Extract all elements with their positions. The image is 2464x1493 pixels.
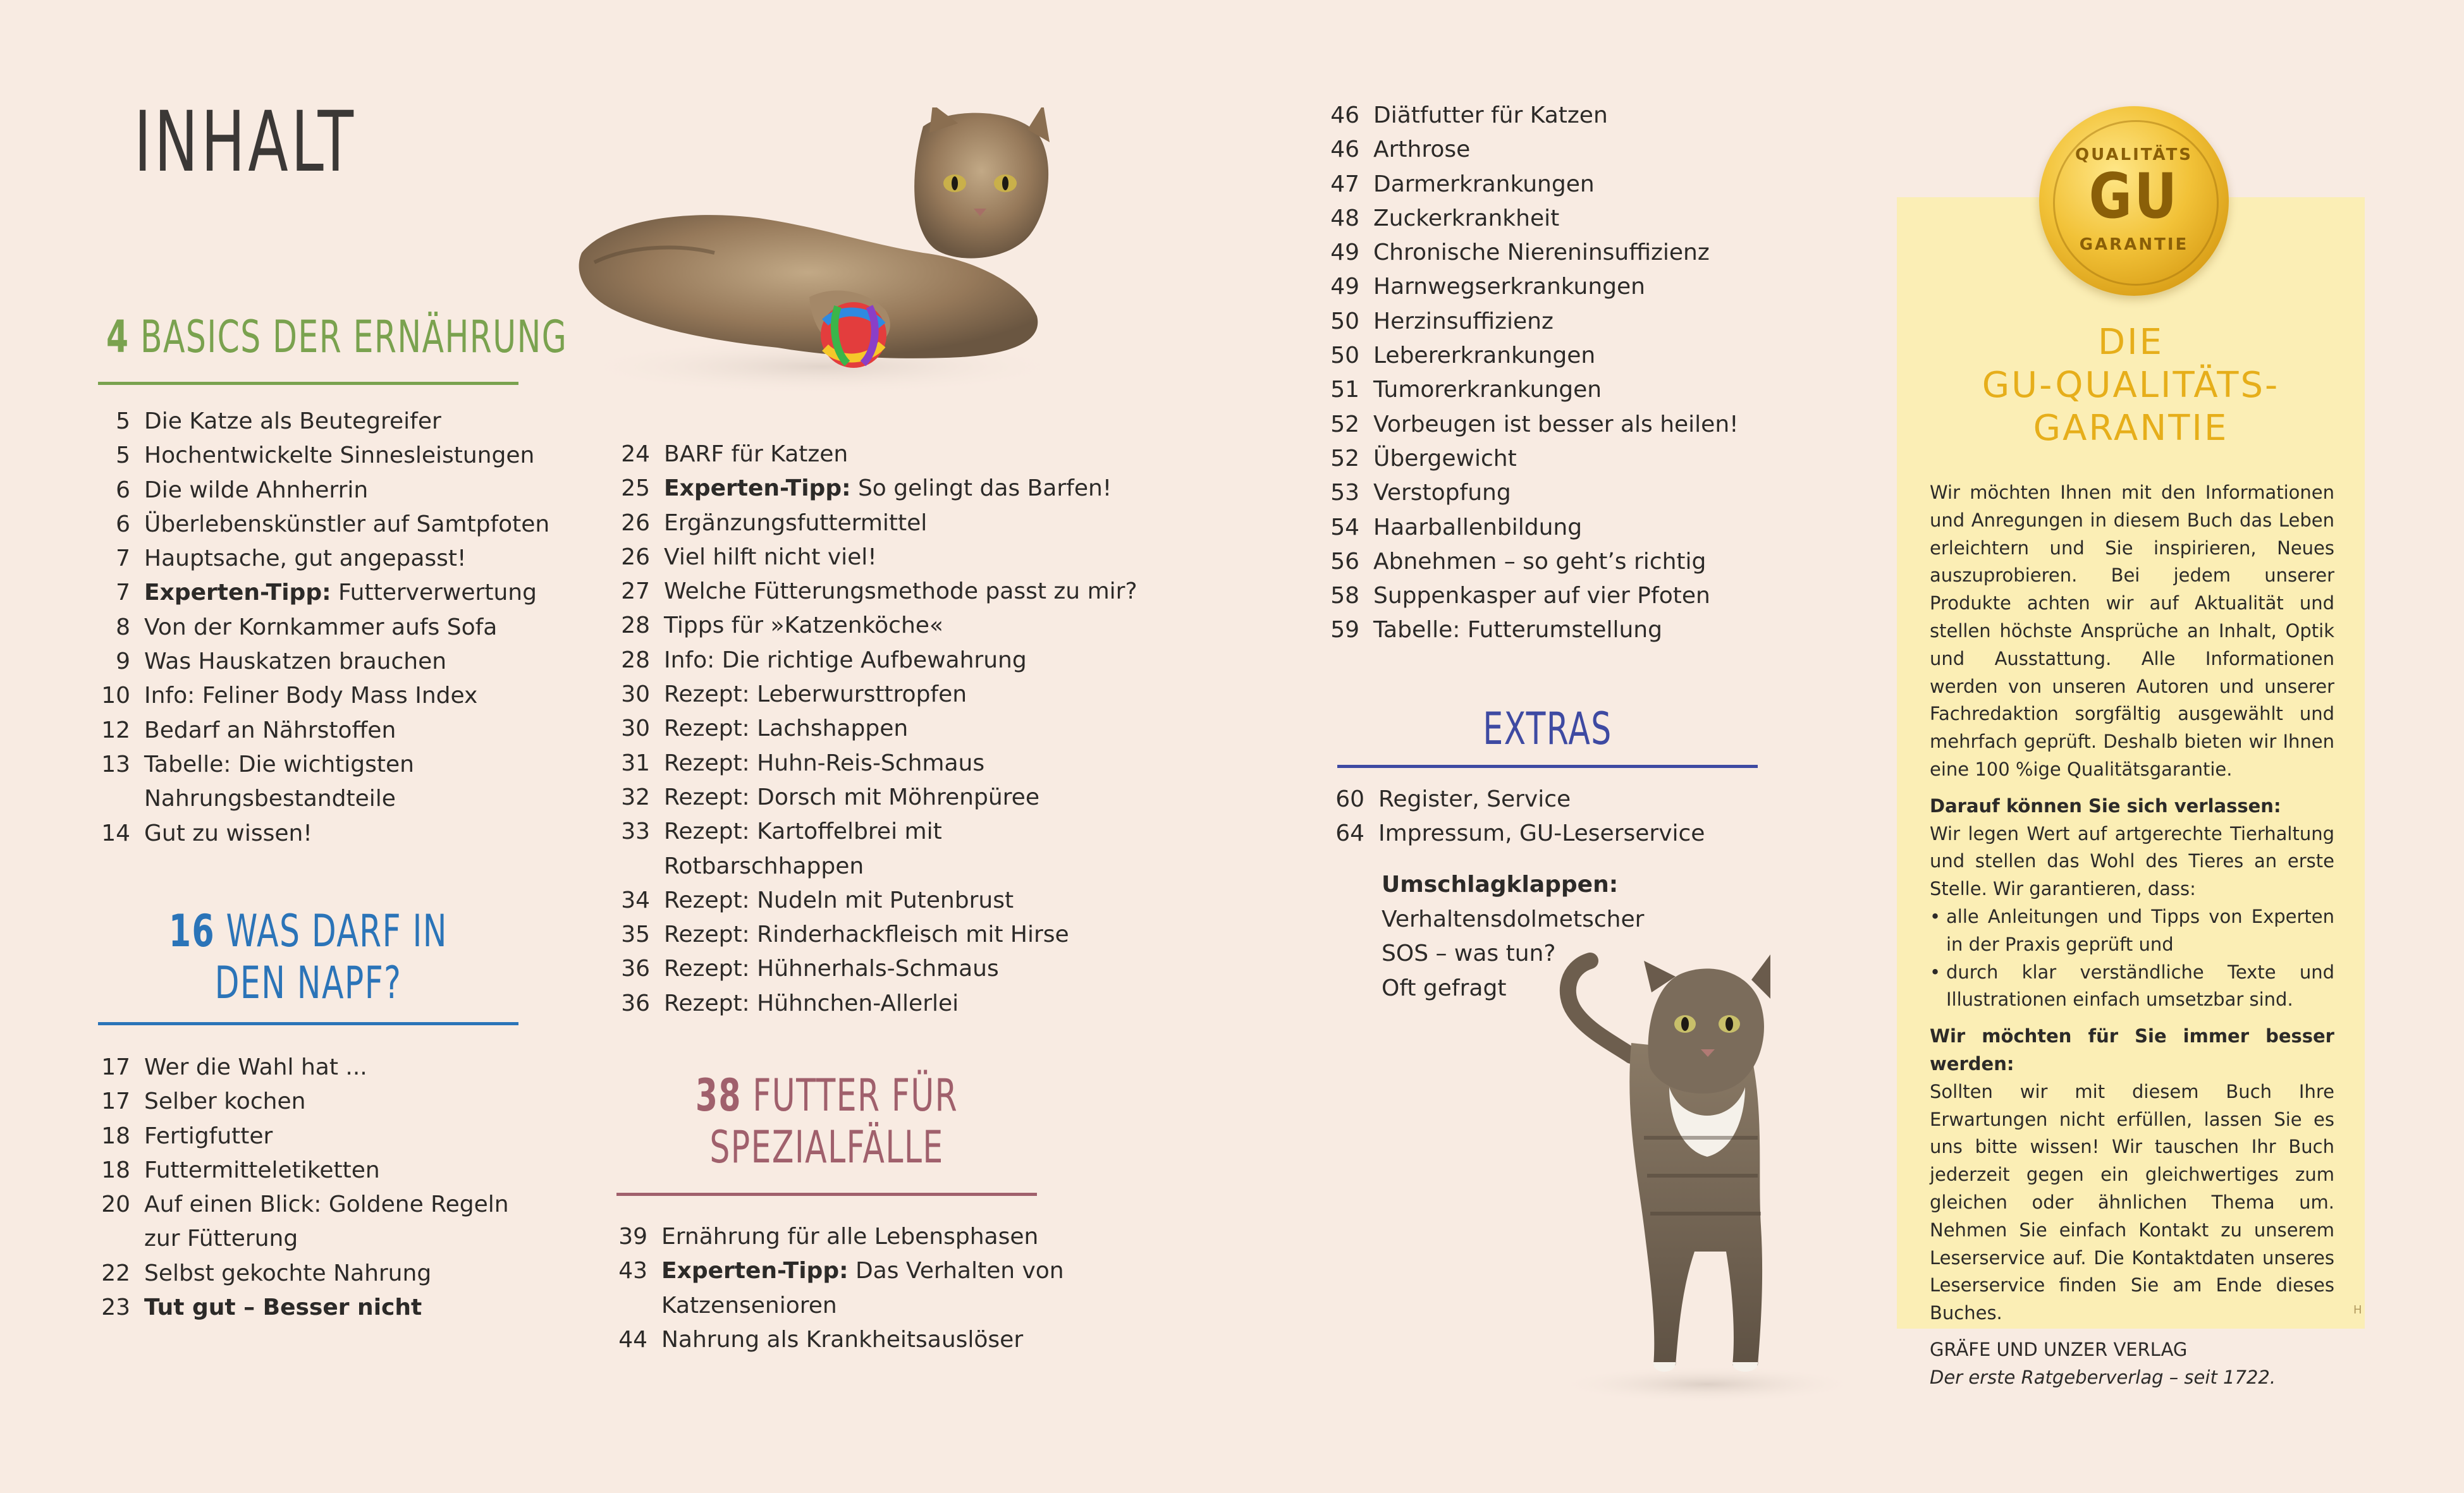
toc-entry xyxy=(1328,168,1846,202)
toc-page-number: 25 xyxy=(621,475,650,502)
toc-entry-text xyxy=(664,472,1112,506)
toc-entry xyxy=(99,714,541,748)
toc-entry xyxy=(99,508,550,542)
toc-entry-text: Darmerkrankungen xyxy=(1373,171,1595,197)
toc-page-number: 20 xyxy=(101,1191,130,1218)
guarantee-bullets xyxy=(1930,903,2334,1014)
toc-entry-text: Selbst gekochte Nahrung xyxy=(144,1260,432,1286)
toc-page-number: 18 xyxy=(101,1123,130,1149)
toc-list-napf xyxy=(99,1051,541,1325)
publisher-name: GRÄFE UND UNZER VERLAG xyxy=(1930,1338,2188,1360)
toc-entry xyxy=(1328,613,1846,647)
publisher-motto: Der erste Ratgeberverlag – seit 1722. xyxy=(1930,1366,2276,1388)
toc-entry xyxy=(618,609,1124,643)
toc-page-number: 43 xyxy=(618,1258,647,1284)
toc-entry-rest: Das Verhalten von xyxy=(848,1258,1064,1284)
cat-with-ball-image xyxy=(569,107,1069,405)
toc-entry xyxy=(618,472,1124,506)
toc-entry xyxy=(1328,305,1846,339)
toc-entry-text xyxy=(661,1254,1064,1288)
toc-entry-text xyxy=(144,576,537,610)
section-number: 4 xyxy=(106,311,130,363)
seal-logo-text: GU xyxy=(2088,161,2179,233)
toc-entry-text: Von der Kornkammer aufs Sofa xyxy=(144,614,498,640)
toc-entry-text: Info: Die richtige Aufbewahrung xyxy=(664,647,1027,673)
toc-entry-text: Rezept: Huhn-Reis-Schmaus xyxy=(664,750,985,776)
toc-entry xyxy=(618,987,1124,1021)
toc-page-number: 17 xyxy=(101,1054,130,1080)
toc-entry xyxy=(616,1289,1122,1323)
toc-entry xyxy=(99,1119,541,1154)
toc-page-number: 58 xyxy=(1330,583,1359,609)
toc-page-number: 46 xyxy=(1330,102,1359,128)
toc-entry-text: Info: Feliner Body Mass Index xyxy=(144,683,478,709)
walking-cat-image xyxy=(1543,948,1872,1410)
guarantee-bullet: • durch klar verständliche Texte und Illustrationen einfach umsetzbar sind. xyxy=(1930,959,2334,1015)
section-heading-basics xyxy=(106,311,567,363)
toc-entry xyxy=(1328,579,1846,613)
toc-entry-text: Suppenkasper auf vier Pfoten xyxy=(1373,583,1710,609)
section-title-line2: SPEZIALFÄLLE xyxy=(709,1121,944,1173)
toc-entry-bold-prefix: Experten-Tipp: xyxy=(661,1258,849,1284)
corner-mark: H xyxy=(2353,1303,2362,1317)
section-title-line1: FUTTER FÜR xyxy=(752,1069,959,1121)
toc-entry-text: BARF für Katzen xyxy=(664,441,849,467)
guarantee-trust-text: Wir legen Wert auf artgerechte Tierhaltung und stellen das Wohl des Tieres an erste Stelle. Wir garantieren, dass: xyxy=(1930,822,2334,900)
toc-entry xyxy=(618,746,1124,781)
toc-entry xyxy=(618,643,1124,678)
toc-page-number: 48 xyxy=(1330,205,1359,231)
toc-page-number: 46 xyxy=(1330,137,1359,163)
toc-entry-text: Hochentwickelte Sinnesleistungen xyxy=(144,442,535,469)
toc-entry xyxy=(618,884,1124,918)
guarantee-title-line1: DIE xyxy=(2097,322,2164,363)
toc-entry xyxy=(99,611,541,645)
toc-list-column3 xyxy=(1328,99,1846,648)
toc-entry xyxy=(1328,442,1846,476)
toc-entry xyxy=(618,918,1124,952)
toc-entry xyxy=(618,712,1124,746)
toc-entry-text: Rezept: Rinderhackfleisch mit Hirse xyxy=(664,922,1069,948)
section-title-line2: DEN NAPF? xyxy=(214,957,402,1009)
toc-page-number: 51 xyxy=(1330,377,1359,403)
toc-entry-text: Rezept: Hühnerhals-Schmaus xyxy=(664,956,999,982)
toc-entry xyxy=(99,473,541,508)
toc-page-number: 49 xyxy=(1330,240,1359,266)
toc-page-number: 34 xyxy=(621,887,650,913)
toc-entry xyxy=(1328,236,1846,270)
guarantee-trust-heading: Darauf können Sie sich verlassen: xyxy=(1930,795,2281,817)
toc-entry-text: Vorbeugen ist besser als heilen! xyxy=(1373,411,1739,437)
toc-entry xyxy=(1328,408,1846,442)
toc-page-number: 32 xyxy=(621,784,650,810)
toc-entry xyxy=(1328,373,1846,407)
section-heading-napf xyxy=(98,905,518,1009)
toc-entry-bold-prefix: Experten-Tipp: xyxy=(144,580,331,606)
section-number: 16 xyxy=(169,905,216,957)
toc-page-number: 50 xyxy=(1330,308,1359,334)
toc-entry xyxy=(99,439,541,473)
toc-entry-text: Tut gut – Besser nicht xyxy=(144,1295,422,1321)
toc-entry xyxy=(616,1220,1122,1254)
toc-entry xyxy=(99,1154,541,1188)
toc-page-number: 7 xyxy=(116,580,130,606)
toc-page-number: 22 xyxy=(101,1260,130,1286)
toc-entry-text: Diätfutter für Katzen xyxy=(1373,102,1608,128)
toc-entry-text: Herzinsuffizienz xyxy=(1373,308,1554,334)
toc-entry-text: Hauptsache, gut angepasst! xyxy=(144,545,467,572)
toc-entry xyxy=(99,1291,541,1325)
toc-entry-text: Harnwegserkrankungen xyxy=(1373,274,1645,300)
toc-entry-text: Verstopfung xyxy=(1373,480,1511,506)
toc-page-number: 50 xyxy=(1330,343,1359,369)
cover-flap-item: Verhaltensdolmetscher xyxy=(1382,906,1645,932)
toc-entry-text: Was Hauskatzen brauchen xyxy=(144,649,447,675)
toc-entry-text: Viel hilft nicht viel! xyxy=(664,544,877,570)
toc-page-number: 49 xyxy=(1330,274,1359,300)
toc-entry xyxy=(99,1085,541,1119)
toc-entry-text: Ergänzungsfuttermittel xyxy=(664,509,928,536)
toc-entry xyxy=(99,1222,541,1256)
cover-flaps-heading: Umschlagklappen: xyxy=(1382,872,1619,898)
toc-page-number: 60 xyxy=(1335,786,1364,812)
toc-entry-text: Tumorerkrankungen xyxy=(1373,377,1602,403)
toc-entry xyxy=(1328,99,1846,133)
toc-entry-text: Übergewicht xyxy=(1373,445,1517,472)
toc-entry xyxy=(99,817,541,851)
toc-entry-rest: Futterverwertung xyxy=(331,580,537,606)
toc-entry-text: Futtermitteletiketten xyxy=(144,1157,380,1183)
toc-entry-text: Haarballenbildung xyxy=(1373,514,1583,540)
gu-quality-seal xyxy=(2039,106,2229,296)
guarantee-bullet: • alle Anleitungen und Tipps von Experten in der Praxis geprüft und xyxy=(1930,903,2334,959)
toc-entry-text: Bedarf an Nährstoffen xyxy=(144,717,396,743)
toc-page-number: 26 xyxy=(621,509,650,536)
toc-page-number: 6 xyxy=(116,477,130,503)
toc-page-number: 47 xyxy=(1330,171,1359,197)
toc-entry xyxy=(99,782,541,816)
toc-entry xyxy=(99,1257,541,1291)
toc-page-number: 52 xyxy=(1330,411,1359,437)
toc-entry xyxy=(616,1254,1122,1288)
toc-entry xyxy=(618,952,1124,986)
toc-entry xyxy=(99,405,541,439)
toc-entry-text: Arthrose xyxy=(1373,137,1471,163)
toc-page-number: 27 xyxy=(621,578,650,605)
toc-page-number: 7 xyxy=(116,545,130,572)
section-heading-spezialfaelle xyxy=(616,1069,1037,1173)
toc-entry-text: zur Fütterung xyxy=(144,1226,298,1252)
toc-entry xyxy=(1328,133,1846,167)
guarantee-improve-text: Sollten wir mit diesem Buch Ihre Erwartungen nicht erfüllen, lassen Sie es uns bitte wissen! Wir tauschen Ihr Buch jederzeit gegen ein gleichwertiges zum gleichen oder ähnlichen Thema um. Nehmen Sie einfach Kontakt zu unserem Leserservice auf. Die Kontaktdaten unseres Leserservice finden Sie am Ende dieses Buches. xyxy=(1930,1080,2334,1324)
toc-page-number: 56 xyxy=(1330,548,1359,575)
toc-entry xyxy=(1333,817,1839,851)
section-rule xyxy=(98,382,518,385)
toc-entry-text: Welche Fütterungsmethode passt zu mir? xyxy=(664,578,1137,605)
toc-page-number: 53 xyxy=(1330,480,1359,506)
toc-entry xyxy=(618,506,1124,540)
section-rule xyxy=(98,1022,518,1025)
toc-entry-text: Tabelle: Futterumstellung xyxy=(1373,617,1662,643)
toc-entry-text: Abnehmen – so geht’s richtig xyxy=(1373,548,1707,575)
toc-entry-text: Rotbarschhappen xyxy=(664,853,864,879)
toc-entry xyxy=(616,1323,1122,1357)
guarantee-improve-heading: Wir möchten für Sie immer besser werden: xyxy=(1930,1025,2334,1075)
toc-page-number: 30 xyxy=(621,716,650,742)
toc-page-number: 28 xyxy=(621,612,650,639)
toc-entry-text: Rezept: Kartoffelbrei mit xyxy=(664,819,942,845)
toc-list-extras xyxy=(1333,783,1839,851)
cover-flap-item: SOS – was tun? xyxy=(1382,941,1556,966)
toc-entry xyxy=(99,1051,541,1085)
toc-entry-text: Rezept: Leberwursttropfen xyxy=(664,681,967,708)
toc-entry xyxy=(1328,270,1846,304)
seal-top-text: QUALITÄTS xyxy=(2075,145,2193,164)
toc-page-number: 5 xyxy=(116,442,130,469)
toc-entry-text: Überlebenskünstler auf Samtpfoten xyxy=(144,511,550,537)
toc-entry xyxy=(1328,545,1846,579)
toc-page-number: 28 xyxy=(621,647,650,673)
toc-page-number: 6 xyxy=(116,511,130,537)
toc-entry-text: Ernährung für alle Lebensphasen xyxy=(661,1224,1039,1250)
toc-entry xyxy=(99,542,541,576)
toc-page-number: 24 xyxy=(621,441,650,467)
toc-page-number: 13 xyxy=(101,751,130,777)
toc-entry-text: Tipps für »Katzenköche« xyxy=(664,612,943,639)
toc-entry xyxy=(618,678,1124,712)
toc-entry-text: Rezept: Lachshappen xyxy=(664,716,909,742)
toc-page-number: 9 xyxy=(116,649,130,675)
toc-list-column2 xyxy=(618,437,1137,1021)
toc-entry xyxy=(618,850,1124,884)
toc-entry-text: Fertigfutter xyxy=(144,1123,273,1149)
toc-entry xyxy=(99,679,541,713)
toc-entry-text: Wer die Wahl hat ... xyxy=(144,1054,367,1080)
toc-entry-text: Auf einen Blick: Goldene Regeln xyxy=(144,1191,509,1218)
toc-entry xyxy=(618,540,1124,575)
toc-entry-text: Rezept: Nudeln mit Putenbrust xyxy=(664,887,1014,913)
toc-entry xyxy=(1328,339,1846,373)
toc-page-number: 39 xyxy=(618,1224,647,1250)
toc-entry xyxy=(99,645,541,679)
toc-entry-text: Nahrungsbestandteile xyxy=(144,786,396,812)
page-title: INHALT xyxy=(134,94,357,191)
toc-list-basics xyxy=(99,405,550,851)
toc-entry-rest: So gelingt das Barfen! xyxy=(850,475,1112,502)
toc-entry xyxy=(618,437,1124,472)
section-title: BASICS DER ERNÄHRUNG xyxy=(140,311,568,363)
toc-entry xyxy=(99,1188,541,1222)
toc-page-number: 31 xyxy=(621,750,650,776)
toc-entry-text: Lebererkrankungen xyxy=(1373,343,1596,369)
toc-entry xyxy=(99,576,541,610)
toc-entry xyxy=(618,575,1137,609)
toc-page-number: 5 xyxy=(116,408,130,434)
toc-page-number: 10 xyxy=(101,683,130,709)
section-number: 38 xyxy=(695,1069,742,1121)
toc-page-number: 8 xyxy=(116,614,130,640)
toc-page-number: 30 xyxy=(621,681,650,708)
section-rule xyxy=(1337,765,1758,768)
toc-entry-text: Zuckerkrankheit xyxy=(1373,205,1560,231)
toc-page-number: 26 xyxy=(621,544,650,570)
toc-page-number: 12 xyxy=(101,717,130,743)
toc-entry xyxy=(1328,511,1846,545)
toc-page-number: 54 xyxy=(1330,514,1359,540)
toc-page-number: 52 xyxy=(1330,445,1359,472)
toc-entry-text: Register, Service xyxy=(1378,786,1571,812)
seal-bottom-text: GARANTIE xyxy=(2079,235,2189,254)
guarantee-title-line2: GU-QUALITÄTS- xyxy=(1982,365,2280,406)
toc-page-number: 35 xyxy=(621,922,650,948)
toc-entry-text: Impressum, GU-Leserservice xyxy=(1378,820,1705,847)
toc-page-number: 18 xyxy=(101,1157,130,1183)
toc-entry-text: Katzensenioren xyxy=(661,1292,837,1319)
toc-entry xyxy=(1328,202,1846,236)
toc-entry-text: Selber kochen xyxy=(144,1088,306,1115)
guarantee-text xyxy=(1930,479,2334,1392)
toc-entry xyxy=(1333,783,1839,817)
toc-entry-text: Rezept: Dorsch mit Möhrenpüree xyxy=(664,784,1039,810)
section-rule xyxy=(616,1193,1037,1196)
toc-entry-text: Nahrung als Krankheitsauslöser xyxy=(661,1326,1024,1353)
guarantee-title xyxy=(1897,321,2365,450)
guarantee-title-line3: GARANTIE xyxy=(2033,408,2229,449)
toc-page-number: 44 xyxy=(618,1326,647,1353)
section-title-line1: WAS DARF IN xyxy=(226,905,448,957)
toc-list-spezialfaelle xyxy=(616,1220,1122,1357)
guarantee-intro: Wir möchten Ihnen mit den Informationen und Anregungen in diesem Buch das Leben erleichtern und Sie inspirieren, Neues auszuprobieren. Bei jedem unserer Produkte achten wir auf Aktualität und stellen höchste Ansprüche an Inhalt, Optik und Ausstattung. Alle Informationen werden von unseren Autoren und unserer Fachredaktion sorgfältig ausgewählt und mehrfach geprüft. Deshalb bieten wir Ihnen eine 100 %ige Qualitätsgarantie. xyxy=(1930,482,2334,780)
toc-page-number: 17 xyxy=(101,1088,130,1115)
toc-entry-text: Die Katze als Beutegreifer xyxy=(144,408,441,434)
toc-entry xyxy=(1328,476,1846,510)
toc-page-number: 36 xyxy=(621,956,650,982)
toc-entry xyxy=(99,748,541,782)
toc-entry-bold-prefix: Experten-Tipp: xyxy=(664,475,851,502)
toc-page-number: 59 xyxy=(1330,617,1359,643)
toc-page-number: 33 xyxy=(621,819,650,845)
section-heading-extras: EXTRAS xyxy=(1483,703,1612,755)
toc-entry xyxy=(618,781,1124,815)
toc-entry-text: Tabelle: Die wichtigsten xyxy=(144,751,414,777)
toc-entry-text: Rezept: Hühnchen-Allerlei xyxy=(664,990,959,1016)
toc-page-number: 36 xyxy=(621,990,650,1016)
toc-entry-text: Die wilde Ahnherrin xyxy=(144,477,369,503)
toc-page-number: 64 xyxy=(1335,820,1364,847)
toc-entry-text: Chronische Niereninsuffizienz xyxy=(1373,240,1710,266)
cover-flap-item: Oft gefragt xyxy=(1382,975,1507,1001)
toc-page-number: 14 xyxy=(101,820,130,846)
toc-page-number: 23 xyxy=(101,1295,130,1321)
toc-entry xyxy=(618,815,1124,849)
toc-entry-text: Gut zu wissen! xyxy=(144,820,312,846)
